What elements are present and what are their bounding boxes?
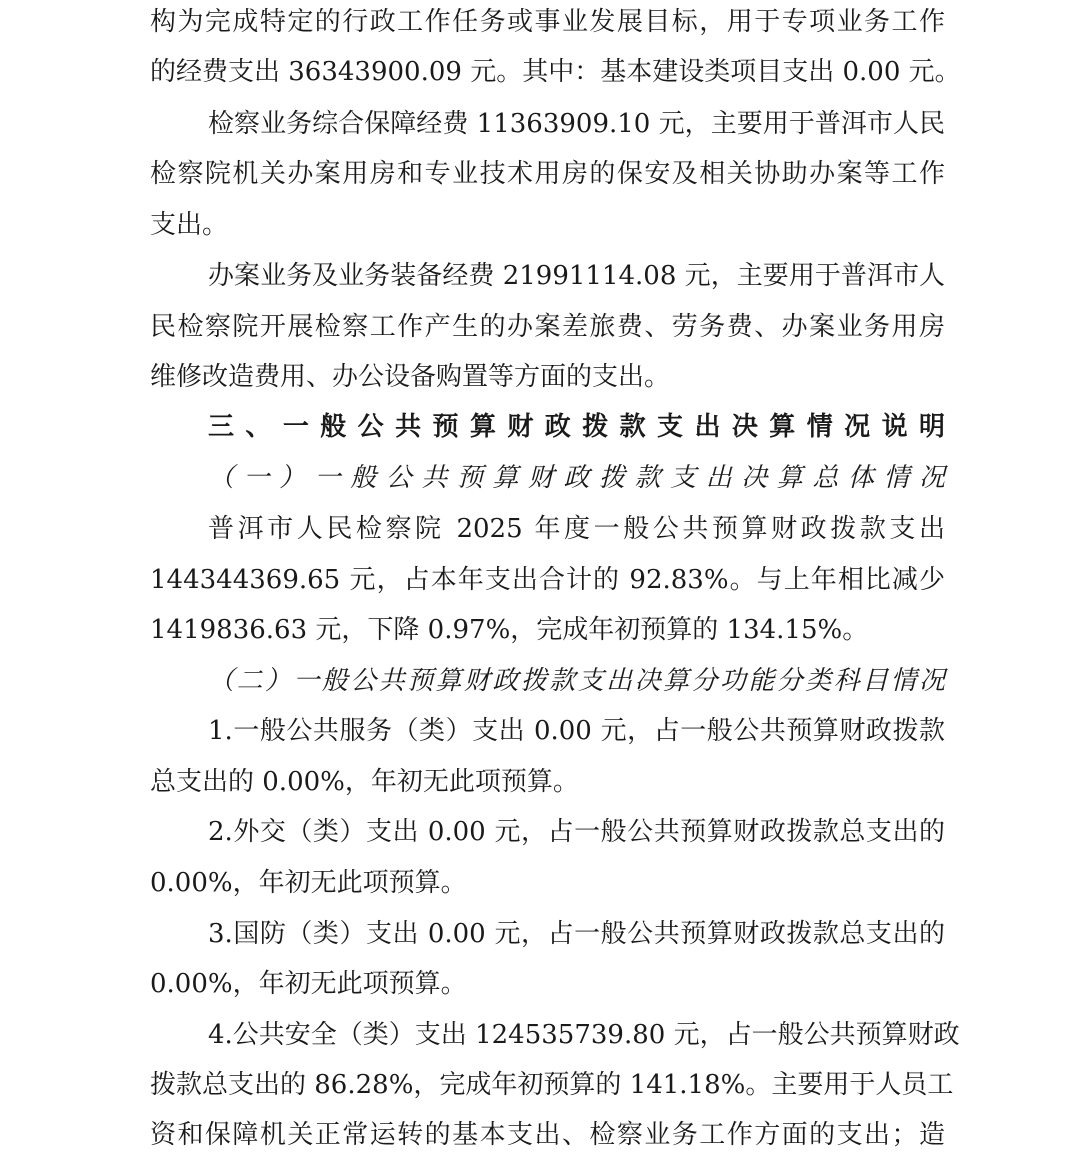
paragraph-line: 民检察院开展检察工作产生的办案差旅费、劳务费、办案业务用房 [150, 312, 945, 342]
paragraph-line: 3.国防（类）支出 0.00 元，占一般公共预算财政拨款总支出的 [208, 919, 945, 949]
paragraph-line: 支出。 [150, 210, 229, 240]
paragraph-line: 拨款总支出的 86.28%，完成年初预算的 141.18%。主要用于人员工 [150, 1070, 954, 1100]
paragraph-line: 1419836.63 元，下降 0.97%，完成年初预算的 134.15%。 [150, 615, 869, 645]
paragraph-line: 2.外交（类）支出 0.00 元，占一般公共预算财政拨款总支出的 [208, 817, 945, 847]
subsection-heading: （二）一般公共预算财政拨款支出决算分功能分类科目情况 [208, 666, 945, 696]
paragraph-line: 检察业务综合保障经费 11363909.10 元，主要用于普洱市人民 [208, 109, 945, 139]
paragraph-line: 的经费支出 36343900.09 元。其中：基本建设类项目支出 0.00 元。 [150, 57, 961, 87]
paragraph-line: 1.一般公共服务（类）支出 0.00 元，占一般公共预算财政拨款 [208, 716, 945, 746]
paragraph-line: 0.00%，年初无此项预算。 [150, 969, 467, 999]
section-heading: 三、一般公共预算财政拨款支出决算情况说明 [208, 412, 945, 442]
paragraph-line: 维修改造费用、办公设备购置等方面的支出。 [150, 362, 671, 392]
paragraph-line: 资和保障机关正常运转的基本支出、检察业务工作方面的支出；造 [150, 1120, 945, 1150]
paragraph-line: 0.00%，年初无此项预算。 [150, 868, 467, 898]
paragraph-line: 办案业务及业务装备经费 21991114.08 元，主要用于普洱市人 [208, 261, 945, 291]
paragraph-line: 检察院机关办案用房和专业技术用房的保安及相关协助办案等工作 [150, 159, 945, 189]
paragraph-line: 144344369.65 元，占本年支出合计的 92.83%。与上年相比减少 [150, 565, 945, 595]
paragraph-line: 构为完成特定的行政工作任务或事业发展目标，用于专项业务工作 [150, 7, 945, 37]
paragraph-line: 普洱市人民检察院 2025 年度一般公共预算财政拨款支出 [208, 514, 945, 544]
paragraph-line: 总支出的 0.00%，年初无此项预算。 [150, 767, 579, 797]
subsection-heading: （一）一般公共预算财政拨款支出决算总体情况 [208, 463, 945, 493]
paragraph-line: 4.公共安全（类）支出 124535739.80 元，占一般公共预算财政 [208, 1020, 960, 1050]
